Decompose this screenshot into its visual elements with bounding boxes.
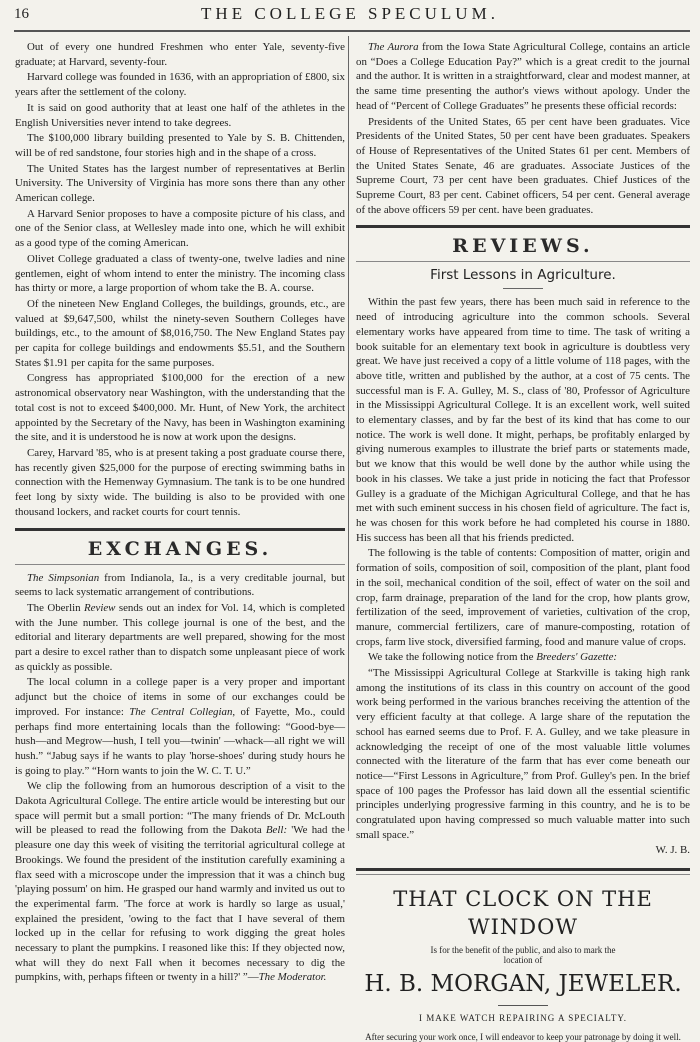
paragraph [15,297,345,371]
paragraph [15,207,345,251]
short-rule [498,1005,548,1006]
paragraph [15,779,345,985]
section-rule [356,874,690,875]
review-body [356,295,690,858]
paragraph [15,601,345,675]
paragraph [15,131,345,160]
text-run: Out of every one hundred Freshmen who enter Yale, seventy-five graduate; at Harvard, seventy-four. [15,41,345,68]
review-title: First Lessons in Agriculture. [430,267,616,284]
review-signature: W. J. B. [655,844,690,857]
text-run: sends out an index for Vol. 14, which is completed with the June number. This college journal is one of the best, and the editorial and literary departments are well prepared, showing for the most part a desire to excel rather than to dispatch some unpleasant piece of work as quickly as possible. [15,601,345,673]
text-run: Within the past few years, there has been much said in reference to the need of introducing agriculture into the common schools. Several elementary works have appeared from time to time. The task of writing a book suitable for an elementary text book in agriculture is doubtless very great. We have just received a copy of a little volume of 118 pages, with the above title, written and published by the author, at a cost of 75 cents. The successful man is F. A. Gulley, M. S., class of '80, Professor of Agriculture in the Mississippi Agricultural College. It is an excellent work, well suited to elementary classes, and by far the best of its kind that has come to our notice. The work is well done. It might, perhaps, be profitably enlarged by giving numerous examples to illustrate the brief parts or statements made, but we know that this would be well done by the author while using the book in his classes. We take a just pride in noticing the fact that Professor Gulley is a graduate of the Michigan Agricultural College, and that he has met with such eminent success in his chosen field of agriculture. The fact is, he was chosen for this work before he had completed his course in 1880. His success has been all that his friends predicted. [356,296,690,544]
text-run: Of the nineteen New England Colleges, the buildings, grounds, etc., are valued at $9,647,500, whilst the ninety-seven Southern Colleges have buildings, etc., to the amount of $8,016,750. The New England States pay per capita for college buildings and endowments $5.51, and the Southern States $1.91 per capita for the same purposes. [15,297,345,369]
ad-footer: After securing your work once, I will endeavor to keep your patronage by doing it well. [365,1032,681,1042]
text-run: The following is the table of contents: Composition of matter, origin and formation of soils, composition of soil, composition of the plant, plant food in the soil, mechanical condition of the soil, effect of water on the soil and crop, farm drainage, preparation of the land for the crop, how plants grow, fertilization of the seed, improvement of varieties, cultivation of the crop, manure, commercial fertilizers, care of manure-composting, rotation of crops, farm live stock, diversified farming, food and manure value of crops. [356,547,690,648]
italic-title: The Simpsonian [27,571,100,584]
page-number: 16 [14,6,29,22]
college-notes [15,40,345,520]
ad-subline: Is for the benefit of the public, and also to mark the location of [430,945,616,966]
ad-specialty: I MAKE WATCH REPAIRING A SPECIALTY. [418,1013,628,1024]
text-run: , of Fayette, Mo., could perhaps find more entertaining locals than the following: “Good-bye—hush—and Megrow—hush, I tell you—twinin' —whack—all right we will hush.” “Jabug says if he wants to play 'horse-shoes' during study hours he is going to play.” “Horn wants to join the W. C. T. U.” [15,705,345,777]
text-run: We take the following notice from the [368,651,537,664]
text-run: from Indianola, Ia., is a very creditable journal, but seems to lack systematic arrangement of contributions. [15,571,345,599]
section-rule [15,564,345,565]
text-run: The United States has the largest number of representatives at Berlin University. The University of Virginia has more sons there than any other American college. [15,162,345,205]
ad-business-name: H. B. MORGAN, JEWELER. [364,971,682,998]
paragraph [356,546,690,649]
paragraph [15,252,345,296]
review-paragraphs [356,295,690,842]
text-run: 'We had the pleasure one day this week of visiting the territorial agricultural college at Brookings. We found the president of the institution carefully examining a flax seed with a microscope under the impression that it was a chinch bug 'playing possum' on him. He grasped our hand warmly and invited us out to the experimental farm. 'The force at work is hardly so large as usual,' explained the president, 'owing to the fact that I have several of them locked up in the cellar for refusing to work digging the great holes necessary to plant the pumpkins. I reasoned like this: If they objected now, what will they do next Fall when it becomes necessary to dig the pumpkins, with, perhaps fifteen or twenty in a hill?' ”— [15,824,345,984]
text-run: The Oberlin [27,601,84,614]
text-run: Harvard college was founded in 1636, with an appropriation of £800, six years after the settlement of the colony. [15,71,345,99]
paragraph [356,666,690,842]
italic-title: The Aurora [368,41,419,53]
paragraph [15,675,345,778]
text-run: The $100,000 library building presented to Yale by S. B. Chittenden, will be of red sandstone, four stories high and in the shape of a cross. [15,132,345,159]
paragraph [356,115,690,218]
italic-title: The Moderator. [258,971,327,984]
ad-headline: THAT CLOCK ON THE WINDOW [393,887,653,940]
italic-title: The Central Collegian [129,705,233,718]
paragraph [15,70,345,99]
section-rule [356,225,690,228]
paragraph [15,446,345,520]
text-run: Congress has appropriated $100,000 for the erection of a new astronomical observatory near Washington, with the understanding that the total cost is not to exceed $400,000. Mr. Hunt, of New York, the architect appointed by the Secretary of the Navy, has been in Washington examining the site, and it is understood he is now at work upon the designs. [15,372,345,444]
header-rule [14,30,690,32]
exchanges-section [15,571,345,986]
paragraph [356,295,690,545]
text-run: We clip the following from an humorous description of a visit to the Dakota Agricultural College. The entire article would be interesting but our space will permit but a small portion: “The many friends of Dr. McLouth will be pleased to read the following from the Dakota [15,780,345,837]
right-column [356,40,690,1042]
exchanges-continued [356,40,690,217]
italic-title: Bell: [265,824,288,837]
text-run: from the Iowa State Agricultural College, contains an article on “Does a College Education Pay?” which is a great credit to the journal and the author. It is written in a straightforward, clear and modest manner, at the same time presenting the author's views without apology. Under the head of “Percent of College Graduates” he presents these official records: [356,41,690,112]
text-run: It is said on good authority that at least one half of the athletes in the English Universities never intend to take degrees. [15,101,345,129]
text-run: Presidents of the United States, 65 per cent have been graduates. Vice Presidents of the United States, 50 per cent have been graduates. Speakers of House of Representatives of the United States 61 per cent. Members of the United States Senate, 46 are graduates. Associate Justices of the Supreme Court, 73 per cent have been graduates. Chief Justices of the Supreme Court, 83 per cent. Cabinet officers, 54 per cent. General average of the above officers 59 per cent. have been graduates. [356,115,690,216]
text-run: Olivet College graduated a class of twenty-one, twelve ladies and nine gentlemen, eight of whom intend to enter the ministry. The incoming class has thirty or more, a large proportion of whom take the B. A. course. [15,252,345,295]
left-column [15,40,345,986]
text-run: The local column in a college paper is a very proper and important adjunct but the choice of items in some of our exchanges could be improved. For instance: [15,676,345,718]
paragraph [15,162,345,206]
paragraph [356,650,690,665]
column-divider [348,36,349,831]
text-run: “The Mississippi Agricultural College at Starkville is taking high rank among the institutions of its class in this country on account of the good work being performed in the various branches receiving the attention of the very efficient faculty at that college. A large share of the reputation the school has earned seems due to Prof. F. A. Gulley, and we take pleasure in acknowledging the receipt of one of the most valuable little volumes connected with the literature of the farm that has ever come beneath our notice—“First Lessons in Agriculture,” from Prof. Gulley's pen. In the brief space of 100 pages the Professor has laid down all the essential scientific principles underlying progressive farming in this country, and he is to be congratulated upon having compressed so much valuable matter into such small space.” [356,667,690,841]
paragraph [356,40,690,114]
italic-title: Breeders' Gazette: [536,651,618,664]
section-rule [356,868,690,871]
section-rule [15,528,345,531]
paragraph [15,101,345,130]
section-rule [356,261,690,262]
exchanges-heading: EXCHANGES. [87,537,273,560]
paragraph [15,40,345,69]
masthead-title: THE COLLEGE SPECULUM. [201,4,499,23]
paragraph [15,571,345,600]
reviews-heading: REVIEWS. [452,235,594,258]
paragraph [15,371,345,445]
text-run: Carey, Harvard '85, who is at present taking a post graduate course there, has recently given $25,000 for the purpose of erecting swimming baths in connection with the Hemenway Gymnasium. The tank is to be one hundred feet long by sixty wide. The building is also to be provided with one thousand lockers, and racket courts for court tennis. [15,446,345,518]
text-run: A Harvard Senior proposes to have a composite picture of his class, and one of the Senior class, at Wellesley made into one, which he will exhibit as a good type of the coming American. [15,207,345,250]
italic-title: Review [84,601,116,614]
short-rule [503,288,543,289]
